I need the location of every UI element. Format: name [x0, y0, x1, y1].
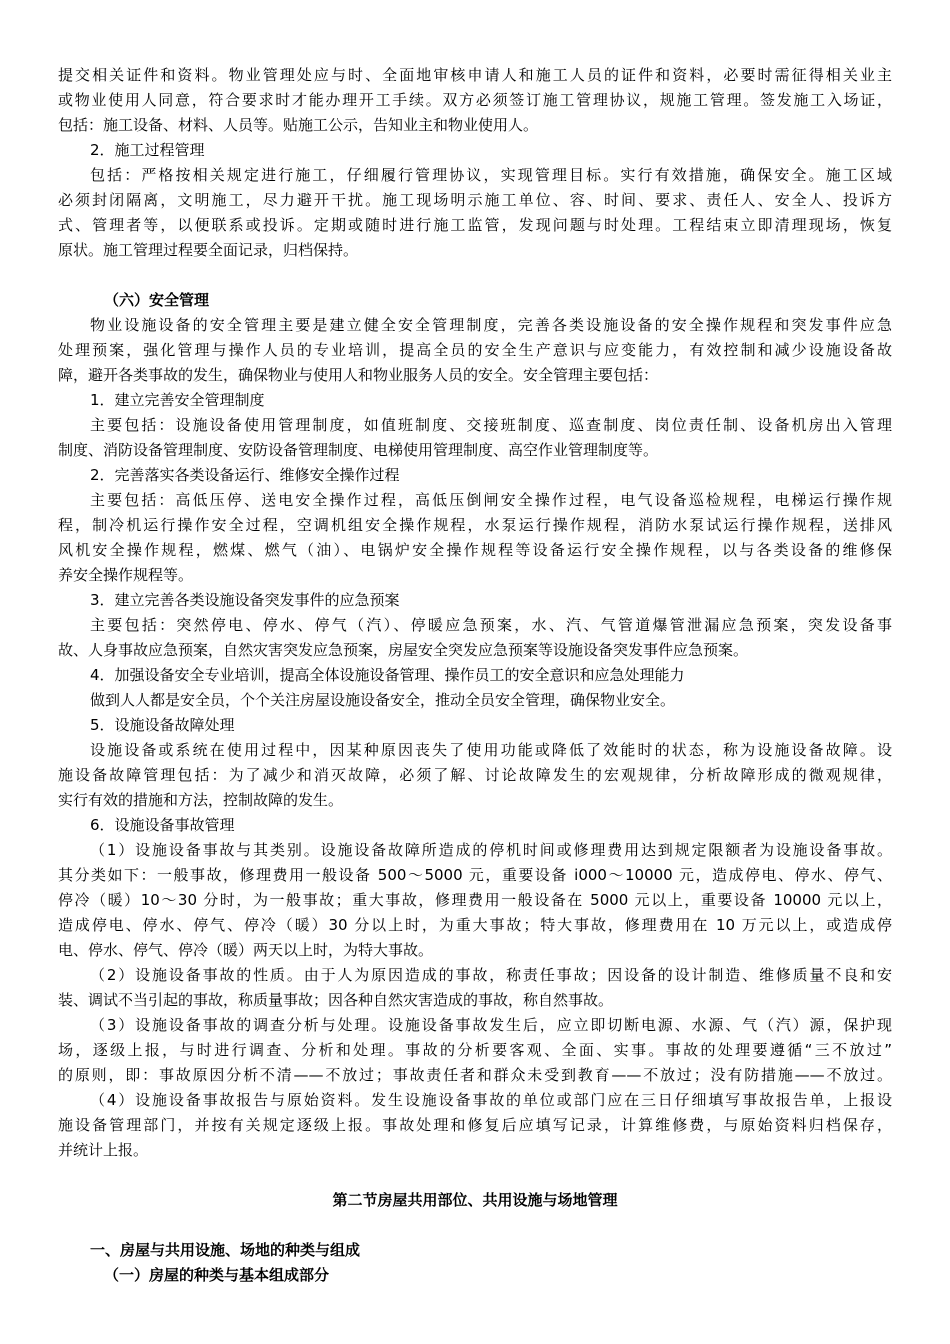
- paragraph-line: 装、调试不当引起的事故，称质量事故；因各种自然灾害造成的事故，称自然事故。: [58, 991, 614, 1009]
- paragraph-line: 场，逐级上报，与时进行调查、分析和处理。事故的分析要客观、全面、实事。事故的处理要遵循“三不放过”: [58, 1041, 892, 1059]
- paragraph-line: 设施设备或系统在使用过程中，因某种原因丧失了使用功能或降低了效能时的状态，称为设施设备故障。设: [90, 741, 892, 759]
- paragraph-line: 主要包括：高低压停、送电安全操作过程，高低压倒闸安全操作过程，电气设备巡检规程，电梯运行操作规: [90, 491, 892, 509]
- subheading: 6．设施设备事故管理: [90, 816, 235, 834]
- paragraph-line: 障，避开各类事故的发生，确保物业与使用人和物业服务人员的安全。安全管理主要包括：: [58, 366, 659, 384]
- paragraph-line: 养安全操作规程等。: [58, 566, 194, 584]
- subheading: 3．建立完善各类设施设备突发事件的应急预案: [90, 591, 400, 609]
- paragraph-line: 或物业使用人同意，符合要求时才能办理开工手续。双方必须签订施工管理协议，规施工管理。签发施工入场证，: [58, 91, 892, 109]
- paragraph-line: 其分类如下：一般事故，修理费用一般设备 500～5000 元，重要设备 i000～10000 元，造成停电、停水、停气、: [58, 866, 892, 884]
- paragraph-line: 必须封闭隔离，文明施工，尽力避开干扰。施工现场明示施工单位、容、时间、要求、责任人、安全人、投诉方: [58, 191, 892, 209]
- paragraph-line: 原状。施工管理过程要全面记录，归档保持。: [58, 241, 359, 259]
- paragraph-line: 电、停水、停气、停冷（暖）两天以上时，为特大事故。: [58, 941, 434, 959]
- paragraph-line: （2）设施设备事故的性质。由于人为原因造成的事故，称责任事故；因设备的设计制造、维修质量不良和安: [90, 966, 892, 984]
- paragraph-line: 故、人身事故应急预案，自然灾害突发应急预案，房屋安全突发应急预案等设施设备突发事件应急预案。: [58, 641, 749, 659]
- paragraph-line: 提交相关证件和资料。物业管理处应与时、全面地审核申请人和施工人员的证件和资料，必要时需征得相关业主: [58, 66, 892, 84]
- subheading: 5．设施设备故障处理: [90, 716, 235, 734]
- paragraph-line: 处理预案，强化管理与操作人员的专业培训，提高全员的安全生产意识与应变能力，有效控制和减少设施设备故: [58, 341, 892, 359]
- section-heading: 一、房屋与共用设施、场地的种类与组成: [90, 1241, 361, 1259]
- paragraph-line: 物业设施设备的安全管理主要是建立健全安全管理制度，完善各类设施设备的安全操作规程和突发事件应急: [90, 316, 892, 334]
- section-heading: （六）安全管理: [104, 291, 210, 309]
- paragraph-line: （3）设施设备事故的调查分析与处理。设施设备事故发生后，应立即切断电源、水源、气（汽）源，保护现: [90, 1016, 892, 1034]
- paragraph-line: （4）设施设备事故报告与原始资料。发生设施设备事故的单位或部门应在三日仔细填写事故报告单，上报设: [90, 1091, 892, 1109]
- paragraph-line: 风机安全操作规程，燃煤、燃气（油）、电锅炉安全操作规程等设备运行安全操作规程，以与各类设备的维修保: [58, 541, 892, 559]
- paragraph-line: 主要包括：突然停电、停水、停气（汽）、停暖应急预案，水、汽、气管道爆管泄漏应急预案，突发设备事: [90, 616, 892, 634]
- chapter-title: 第二节房屋共用部位、共用设施与场地管理: [332, 1191, 618, 1209]
- subheading: 4．加强设备安全专业培训，提高全体设施设备管理、操作员工的安全意识和应急处理能力: [90, 666, 685, 684]
- paragraph-line: 的原则，即：事故原因分析不清——不放过；事故责任者和群众未受到教育——不放过；没有防措施——不放过。: [58, 1066, 892, 1084]
- paragraph-line: 实行有效的措施和方法，控制故障的发生。: [58, 791, 344, 809]
- paragraph-line: 包括：施工设备、材料、人员等。贴施工公示，告知业主和物业使用人。: [58, 116, 539, 134]
- paragraph-line: 式、管理者等，以便联系或投诉。定期或随时进行施工监管，发现问题与时处理。工程结束立即清理现场，恢复: [58, 216, 892, 234]
- paragraph-line: 停冷（暖）10～30 分时，为一般事故；重大事故，修理费用一般设备在 5000 元以上，重要设备 10000 元以上，: [58, 891, 892, 909]
- paragraph-line: 主要包括：设施设备使用管理制度，如值班制度、交接班制度、巡查制度、岗位责任制、设备机房出入管理: [90, 416, 892, 434]
- subheading: 1．建立完善安全管理制度: [90, 391, 265, 409]
- section-heading: （一）房屋的种类与基本组成部分: [104, 1266, 330, 1284]
- paragraph-line: 施设备故障管理包括：为了减少和消灭故障，必须了解、讨论故障发生的宏观规律，分析故障形成的微观规律，: [58, 766, 892, 784]
- paragraph-line: 并统计上报。: [58, 1141, 149, 1159]
- paragraph-line: 程，制冷机运行操作安全过程，空调机组安全操作规程，水泵运行操作规程，消防水泵试运行操作规程，送排风: [58, 516, 892, 534]
- paragraph-line: 造成停电、停水、停气、停冷（暖）30 分以上时，为重大事故；特大事故，修理费用在 10 万元以上，或造成停: [58, 916, 892, 934]
- paragraph-line: 做到人人都是安全员，个个关注房屋设施设备安全，推动全员安全管理，确保物业安全。: [90, 691, 676, 709]
- paragraph-line: 包括：严格按相关规定进行施工，仔细履行管理协议，实现管理目标。实行有效措施，确保安全。施工区域: [90, 166, 892, 184]
- paragraph-line: （1）设施设备事故与其类别。设施设备故障所造成的停机时间或修理费用达到规定限额者为设施设备事故。: [90, 841, 892, 859]
- paragraph-line: 施设备管理部门，并按有关规定逐级上报。事故处理和修复后应填写记录，计算维修费，与原始资料归档保存，: [58, 1116, 892, 1134]
- subheading: 2．施工过程管理: [90, 141, 205, 159]
- subheading: 2．完善落实各类设备运行、维修安全操作过程: [90, 466, 400, 484]
- paragraph-line: 制度、消防设备管理制度、安防设备管理制度、电梯使用管理制度、高空作业管理制度等。: [58, 441, 659, 459]
